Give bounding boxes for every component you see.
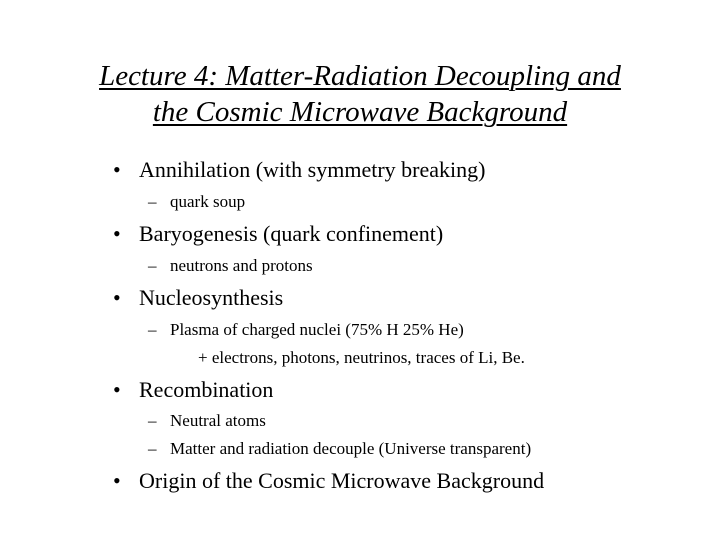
sub-item-text: neutrons and protons [170,256,313,275]
title-line-2: the Cosmic Microwave Background [152,96,568,128]
dash-marker: – [148,256,157,275]
sub-item-neutral-atoms [148,410,266,432]
sub-item-plasma [148,319,464,341]
bullet-item-cmb-origin [113,468,544,494]
bullet-text: Annihilation (with symmetry breaking) [139,157,486,182]
dash-marker: – [148,439,157,458]
bullet-marker: • [113,157,121,182]
bullet-marker: • [113,285,121,310]
sub-item-text: Plasma of charged nuclei (75% H 25% He) [170,320,464,339]
sub-item-neutrons-protons [148,255,313,277]
bullet-marker: • [113,377,121,402]
bullet-item-annihilation [113,157,485,183]
bullet-item-baryogenesis [113,221,443,247]
bullet-text: Recombination [139,377,274,402]
bullet-marker: • [113,468,121,493]
bullet-text: Origin of the Cosmic Microwave Background [139,468,545,493]
title-line-1: Lecture 4: Matter-Radiation Decoupling and [99,60,621,92]
bullet-item-recombination [113,377,273,403]
bullet-text: Baryogenesis (quark confinement) [139,221,444,246]
slide-title [0,58,720,130]
dash-marker: – [148,320,157,339]
sub-item-text: Matter and radiation decouple (Universe transparent) [170,439,532,458]
sub-item-decouple [148,438,531,460]
dash-marker: – [148,192,157,211]
bullet-text: Nucleosynthesis [139,285,284,310]
sub-item-text: quark soup [170,192,246,211]
bullet-item-nucleosynthesis [113,285,283,311]
sub-item-text: Neutral atoms [170,411,266,430]
dash-marker: – [148,411,157,430]
sub-item-continuation: + electrons, photons, neutrinos, traces of Li, Be. [198,348,525,367]
bullet-marker: • [113,221,121,246]
sub-item-quark-soup [148,191,245,213]
